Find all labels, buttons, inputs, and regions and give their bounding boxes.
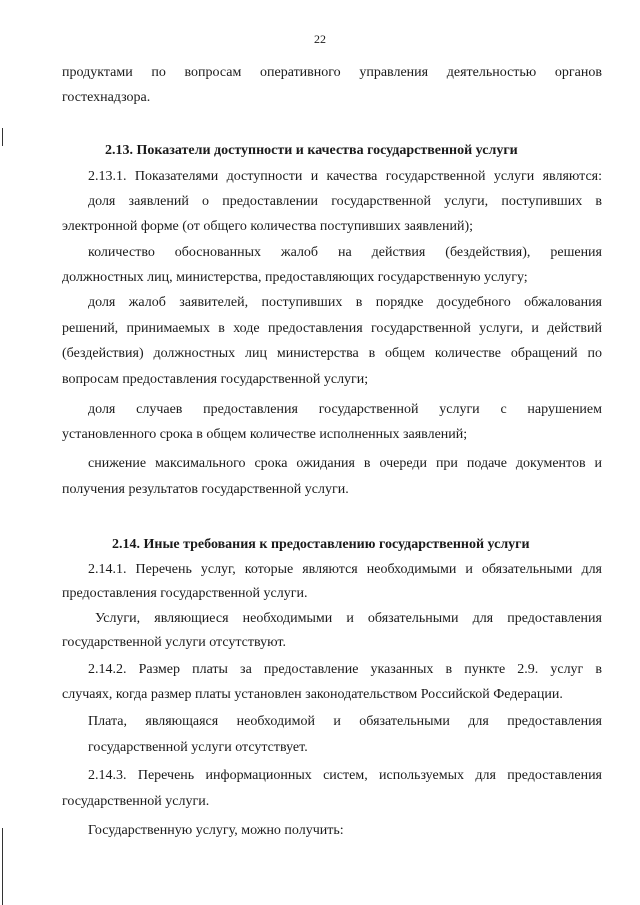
paragraph-line: 2.14.2. Размер платы за предоставление указанных в пункте 2.9. услуг в — [88, 662, 602, 677]
paragraph-line: Плата, являющаяся необходимой и обязательными для предоставления — [88, 714, 602, 729]
paragraph-line: получения результатов государственной услуги. — [62, 482, 349, 497]
paragraph-line: установленного срока в общем количестве исполненных заявлений; — [62, 427, 468, 442]
paragraph-line: доля заявлений о предоставлении государственной услуги, поступивших в — [88, 194, 602, 209]
paragraph-line: снижение максимального срока ожидания в очереди при подаче документов и — [88, 456, 602, 471]
paragraph-line: 2.13.1. Показателями доступности и качества государственной услуги являются: — [88, 169, 602, 184]
page-number: 22 — [314, 32, 326, 46]
paragraph-line: 2.14.1. Перечень услуг, которые являются необходимыми и обязательными для — [88, 562, 602, 577]
paragraph-line: предоставления государственной услуги. — [62, 586, 308, 601]
paragraph-line: доля жалоб заявителей, поступивших в порядке досудебного обжалования — [88, 295, 602, 310]
intro-line: гостехнадзора. — [62, 90, 151, 105]
section-heading-2-14: 2.14. Иные требования к предоставлению государственной услуги — [112, 537, 530, 552]
paragraph-line: должностных лиц, министерства, предоставляющих государственную услугу; — [62, 270, 528, 285]
paragraph-line: Услуги, являющиеся необходимыми и обязательными для предоставления — [95, 611, 602, 626]
paragraph-line: 2.14.3. Перечень информационных систем, используемых для предоставления — [88, 768, 602, 783]
paragraph-line: вопросам предоставления государственной услуги; — [62, 372, 369, 387]
paragraph-line: случаях, когда размер платы установлен законодательством Российской Федерации. — [62, 687, 563, 702]
paragraph-line: доля случаев предоставления государственной услуги с нарушением — [88, 402, 602, 417]
intro-line: продуктами по вопросам оперативного управления деятельностью органов — [62, 65, 602, 80]
section-heading-2-13: 2.13. Показатели доступности и качества государственной услуги — [105, 143, 518, 158]
paragraph-line: государственной услуги отсутствует. — [88, 740, 308, 755]
paragraph-line: решений, принимаемых в ходе предоставления государственной услуги, и действий — [62, 321, 602, 336]
paragraph-line: Государственную услугу, можно получить: — [88, 823, 344, 838]
paragraph-line: количество обоснованных жалоб на действия (бездействия), решения — [88, 245, 602, 260]
scan-edge-mark — [2, 828, 3, 905]
paragraph-line: электронной форме (от общего количества поступивших заявлений); — [62, 219, 474, 234]
paragraph-line: государственной услуги отсутствуют. — [62, 635, 286, 650]
scan-edge-mark — [2, 128, 3, 146]
paragraph-line: государственной услуги. — [62, 794, 210, 809]
paragraph-line: (бездействия) должностных лиц министерства в общем количестве обращений по — [62, 346, 602, 361]
